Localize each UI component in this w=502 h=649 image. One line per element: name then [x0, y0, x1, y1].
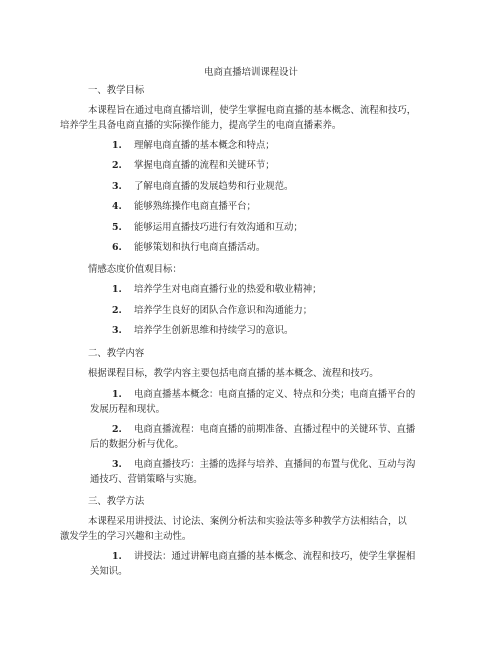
list-item-number: 2.	[112, 305, 122, 316]
list-item-text: 培养学生良好的团队合作意识和沟通能力；	[134, 305, 313, 316]
list-item-number: 3.	[112, 459, 122, 470]
methods-intro-line-1: 本课程采用讲授法、讨论法、案例分析法和实验法等多种教学方法相结合，以	[88, 516, 407, 527]
section-heading-objectives: 一、教学目标	[88, 85, 145, 96]
methods-intro-line-2: 激发学生的学习兴趣和主动性。	[60, 531, 192, 542]
list-item-text: 电商直播流程：电商直播的前期准备、直播过程中的关键环节、直播	[134, 424, 416, 435]
list-item-continuation: 通技巧、营销策略与实施。	[90, 474, 203, 485]
list-item-number: 3.	[112, 325, 122, 336]
list-item-continuation: 后的数据分析与优化。	[90, 439, 184, 450]
list-item-text: 电商直播技巧：主播的选择与培养、直播间的布置与优化、互动与沟	[134, 459, 416, 470]
list-item-text: 了解电商直播的发展趋势和行业规范。	[134, 181, 294, 192]
section-heading-content: 二、教学内容	[88, 348, 145, 359]
list-item-continuation: 发展历程和现状。	[90, 404, 166, 415]
content-intro: 根据课程目标，教学内容主要包括电商直播的基本概念、流程和技巧。	[88, 368, 379, 379]
list-item-number: 2.	[112, 160, 122, 171]
list-item-text: 讲授法：通过讲解电商直播的基本概念、流程和技巧，使学生掌握相	[134, 551, 416, 562]
list-item-number: 1.	[112, 551, 122, 562]
objectives-intro-line-1: 本课程旨在通过电商直播培训，使学生掌握电商直播的基本概念、流程和技巧，	[88, 105, 417, 116]
list-item-text: 能够运用直播技巧进行有效沟通和互动；	[134, 222, 303, 233]
list-item-text: 能够策划和执行电商直播活动。	[134, 242, 266, 253]
list-item-text: 能够熟练操作电商直播平台；	[134, 201, 256, 212]
section-heading-methods: 三、教学方法	[88, 496, 145, 507]
list-item-text: 理解电商直播的基本概念和特点；	[134, 140, 275, 151]
list-item-number: 1.	[112, 140, 122, 151]
list-item-text: 电商直播基本概念：电商直播的定义、特点和分类；电商直播平台的	[134, 389, 416, 400]
list-item-number: 6.	[112, 242, 122, 253]
list-item-number: 1.	[112, 284, 122, 295]
list-item-number: 4.	[112, 201, 122, 212]
list-item-continuation: 关知识。	[90, 566, 128, 577]
document-title: 电商直播培训课程设计	[204, 67, 298, 78]
list-item-number: 1.	[112, 389, 122, 400]
list-item-text: 培养学生创新思维和持续学习的意识。	[134, 325, 294, 336]
list-item-number: 3.	[112, 181, 122, 192]
list-item-text: 培养学生对电商直播行业的热爱和敬业精神；	[134, 284, 322, 295]
objectives-intro-line-2: 培养学生具备电商直播的实际操作能力，提高学生的电商直播素养。	[60, 120, 342, 131]
list-item-number: 5.	[112, 222, 122, 233]
list-item-text: 掌握电商直播的流程和关键环节；	[134, 160, 275, 171]
list-item-number: 2.	[112, 424, 122, 435]
attitude-heading: 情感态度价值观目标：	[88, 264, 182, 275]
